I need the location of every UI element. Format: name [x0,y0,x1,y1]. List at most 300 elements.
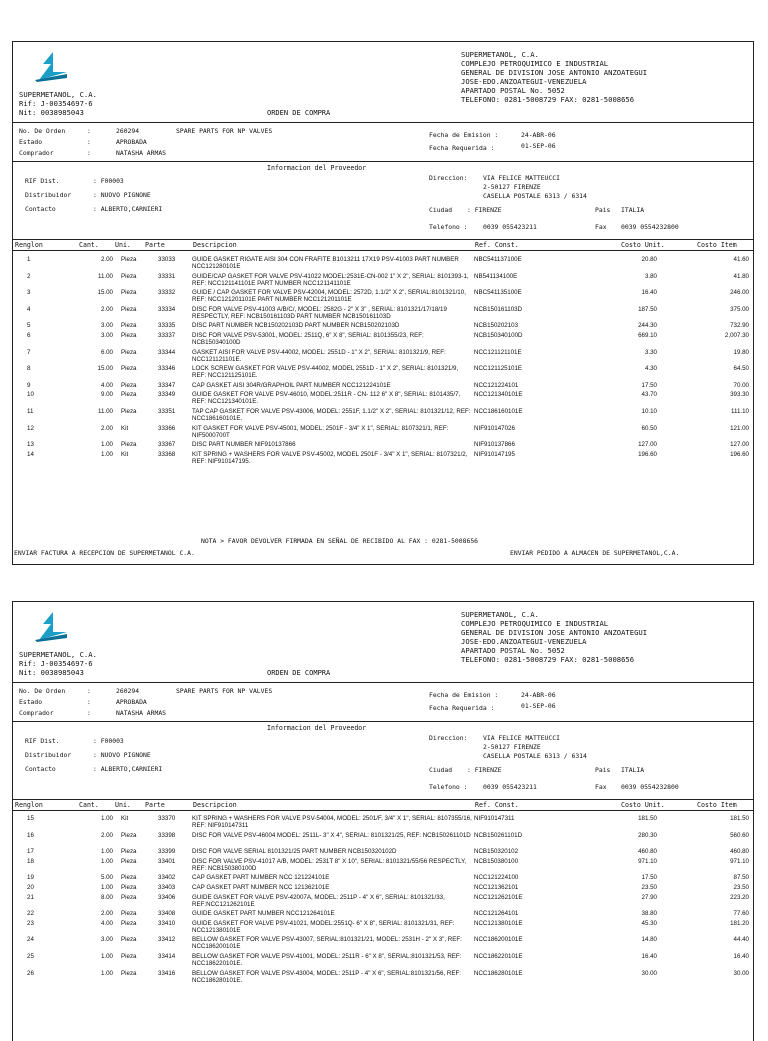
cell-parte: 33412 [158,936,176,944]
provider-info [13,721,753,799]
cell-ref: NCC121380101E [474,919,523,927]
cell-cant: 2.00 [100,910,113,918]
cell-costo-item: 44.40 [733,936,749,944]
provider-address-line: 2-50127 FIRENZE [483,743,541,751]
order-number: 260294 [116,127,140,135]
cell-uni: Pieza [121,857,137,865]
contact-label: Contacto [25,205,56,213]
cell-renglon: 15 [27,815,34,822]
col-uni: Uni. [115,801,131,809]
address-line: GENERAL DE DIVISION JOSE ANTONIO ANZOATEGUI [461,628,648,637]
company-rif: Rif: J-00354697-6 [19,659,93,668]
cell-renglon: 25 [27,953,34,960]
fax-value: 0039 0554232800 [621,223,679,231]
buyer-value: NATASHA ARMAS [116,149,167,157]
cell-ref: NCC121264101 [474,910,519,918]
cell-uni: Pieza [121,272,137,280]
cell-parte: 33368 [158,450,176,458]
cell-descripcion: DISC FOR VALVE SERIAL 8101321/25 PART NUMBER NCB150320102D [192,848,397,856]
cell-cant: 11.00 [97,408,113,415]
provider-address-line: VIA FELICE MATTEUCCI [483,734,560,742]
cell-costo-unit: 669.10 [638,332,657,339]
cell-uni: Kit [121,815,129,822]
cell-cant: 2.00 [100,831,113,839]
cell-costo-unit: 43.70 [641,391,657,399]
cell-parte: 33410 [158,919,176,927]
address-line: COMPLEJO PETROQUIMICO E INDUSTRIAL [461,59,609,68]
cell-renglon: 23 [27,919,34,927]
cell-renglon: 13 [27,441,34,449]
cell-uni: Pieza [121,969,137,977]
cell-parte: 33337 [158,332,176,339]
items-list [13,811,753,1031]
cell-costo-item: 375.00 [730,305,749,313]
cell-costo-item: 30.00 [733,969,749,977]
cell-cant: 3.00 [100,322,113,330]
city-value: : FIRENZE [467,206,502,214]
cell-uni: Pieza [121,831,137,839]
cell-cant: 2.00 [100,424,113,432]
cell-costo-item: 70.00 [733,381,749,389]
address-line: TELEFONO: 0281-5008729 FAX: 0281-5008656 [461,655,635,664]
status-value: APROBADA [116,698,147,706]
cell-costo-item: 77.60 [733,910,749,918]
provider-section-title: Informacion del Proveedor [267,724,367,732]
address-line: JOSE-EDO.ANZOATEGUI-VENEZUELA [461,637,587,646]
col-cant: Cant. [79,801,99,809]
cell-cant: 8.00 [100,893,113,901]
cell-ref: NB541134100E [474,272,518,280]
order-info [13,122,753,161]
cell-descripcion: KIT SPRING + WASHERS FOR VALVE PSV-54004, MODEL: 2501/F, 3/4" X 1", SERIAL: 8107355/16, REF: NIF910147311 [192,815,472,829]
cell-ref: NCC121224101 [474,381,519,389]
colon: : [87,138,91,146]
cell-costo-unit: 14.80 [641,936,657,944]
cell-cant: 15.00 [97,365,113,373]
cell-cant: 5.00 [100,874,113,882]
order-page-1 [12,41,754,565]
cell-parte: 33335 [158,322,176,330]
cell-costo-item: 223.20 [730,893,749,901]
cell-uni: Kit [121,450,129,458]
company-logo-icon [33,610,69,642]
cell-costo-unit: 187.50 [638,305,657,313]
cell-descripcion: GUIDE GASKET FOR VALVE PSV-42007A, MODEL: 2511P - 4" X 6", SERIAL: 8101321/33, REF:NCC121262101E [192,893,445,908]
issue-date-label: Fecha de Emision : [429,691,499,699]
cell-costo-item: 64.50 [733,365,749,373]
cell-costo-item: 196.60 [730,450,749,458]
contact-value: : ALBERTO,CARNIERI [93,205,163,213]
status-label: Estado [19,138,43,146]
cell-costo-item: 181.20 [730,919,749,927]
col-ref: Ref. Const. [475,801,519,809]
cell-ref: NCC186200101E [474,936,523,944]
cell-descripcion: CAP GASKET AISI 304R/GRAPHOIL PART NUMBER NCC121224101E [192,381,391,389]
buyer-value: NATASHA ARMAS [116,709,167,717]
cell-parte: 33344 [158,348,176,356]
cell-costo-unit: 20.80 [641,256,657,263]
cell-cant: 6.00 [100,348,113,356]
cell-descripcion: CAP GASKET PART NUMBER NCC 121224101E [192,874,330,882]
footer-invoice-note: ENVIAR FACTURA A RECEPCION DE SUPERMETANOL C.A. [14,549,195,557]
cell-ref: NCB150161103D [474,305,523,313]
colon: : [87,127,91,135]
col-costo-item: Costo Item [697,801,737,809]
cell-descripcion: GUIDE / CAP GASKET FOR VALVE PSV-42004, MODEL: 2572D, 1.1/2" X 2", SERIAL:8101321/10, REF: NCC121201101E PART NUMBER NCC121201101E [192,289,466,304]
cell-ref: NCB150261101D [474,831,523,839]
cell-costo-unit: 280.30 [638,831,657,839]
cell-uni: Pieza [121,408,137,415]
address-label: Direccion: [429,734,468,742]
cell-ref: NCC121362101 [474,884,519,891]
cell-cant: 4.00 [100,381,113,389]
cell-ref: NBC541135100E [474,289,522,297]
issue-date-label: Fecha de Emision : [429,131,499,139]
cell-costo-unit: 10.10 [641,408,657,415]
col-costo-unit: Costo Unit. [621,801,665,809]
cell-parte: 33401 [158,857,176,865]
company-name: SUPERMETANOL, C.A. [19,90,97,99]
cell-ref: NIF910137866 [474,441,515,449]
address-line: APARTADO POSTAL No. 5052 [461,86,565,95]
col-renglon: Renglon [15,801,43,809]
address-line: SUPERMETANOL, C.A. [461,50,539,59]
cell-costo-item: 111.10 [730,408,749,415]
col-ref: Ref. Const. [475,241,519,249]
cell-costo-unit: 17.50 [641,381,657,389]
cell-parte: 33399 [158,848,176,856]
cell-uni: Pieza [121,256,137,263]
status-value: APROBADA [116,138,147,146]
cell-uni: Pieza [121,884,137,891]
buyer-label: Comprador [19,149,54,157]
cell-renglon: 4 [27,305,31,313]
cell-costo-unit: 16.40 [641,289,657,297]
rif-dist-value: : F00003 [93,737,124,745]
cell-renglon: 16 [27,831,34,839]
cell-parte: 33414 [158,953,176,960]
cell-costo-unit: 17.50 [641,874,657,882]
cell-renglon: 20 [27,884,34,891]
cell-renglon: 3 [27,289,31,297]
col-descripcion: Descripcion [193,801,237,809]
cell-cant: 15.00 [97,289,113,297]
cell-costo-item: 246.00 [730,289,749,297]
cell-parte: 33347 [158,381,176,389]
footer-note: NOTA > FAVOR DEVOLVER FIRMADA EN SEÑAL DE RECIBIDO AL FAX : 0281-5008656 [201,537,479,545]
provider-info [13,161,753,239]
cell-costo-item: 41.80 [733,272,749,280]
cell-uni: Kit [121,424,129,432]
cell-ref: NBC541137100E [474,256,522,263]
cell-costo-item: 121.00 [730,424,749,432]
cell-cant: 2.00 [100,305,113,313]
cell-renglon: 7 [27,348,31,356]
rif-dist-value: : F00003 [93,177,124,185]
cell-renglon: 14 [27,450,34,458]
cell-parte: 33351 [158,408,176,415]
cell-parte: 33334 [158,305,176,313]
cell-renglon: 12 [27,424,34,432]
cell-parte: 33370 [158,815,176,822]
company-address-block [461,610,647,664]
distributor-label: Distribuidor [25,751,72,759]
cell-uni: Pieza [121,289,137,297]
cell-descripcion: BELLOW GASKET FOR VALVE PSV-43007, SERIAL:8101321/21, MODEL: 2531H - 2" X 3", REF: NCC186200101E [192,936,462,951]
fax-value: 0039 0554232800 [621,783,679,791]
items-header [13,239,753,251]
address-line: SUPERMETANOL, C.A. [461,610,539,619]
cell-renglon: 26 [27,969,34,977]
document-title: ORDEN DE COMPRA [267,109,331,117]
city-label: Ciudad [429,206,453,214]
cell-parte: 33366 [158,424,176,432]
issue-date: 24-ABR-06 [521,131,556,139]
company-name: SUPERMETANOL, C.A. [19,650,97,659]
cell-descripcion: KIT GASKET FOR VALVE PSV-45001, MODEL: 2501F - 3/4" X 1", SERIAL: 8107321/1, REF: NIF5000700T [192,424,449,439]
required-date: 01-SEP-06 [521,702,556,710]
cell-renglon: 24 [27,936,34,944]
order-number-label: No. De Orden [19,687,66,695]
cell-uni: Pieza [121,848,137,856]
cell-costo-unit: 181.50 [638,815,657,822]
cell-renglon: 6 [27,332,31,339]
cell-parte: 33346 [158,365,176,373]
cell-descripcion: DISC PART NUMBER NCB150202103D PART NUMBER NCB150202103D [192,322,400,330]
phone-label: Telefono : [429,783,468,791]
cell-costo-unit: 3.80 [644,272,657,280]
cell-cant: 2.00 [100,256,113,263]
city-value: : FIRENZE [467,766,502,774]
cell-parte: 33403 [158,884,176,891]
cell-descripcion: CAP GASKET PART NUMBER NCC 121362101E [192,884,330,891]
cell-ref: NIF910147026 [474,424,515,432]
address-line: COMPLEJO PETROQUIMICO E INDUSTRIAL [461,619,609,628]
country-label: Pais [595,206,611,214]
provider-address-line: VIA FELICE MATTEUCCI [483,174,560,182]
required-date: 01-SEP-06 [521,142,556,150]
cell-costo-unit: 60.50 [641,424,657,432]
cell-costo-unit: 127.00 [638,441,657,449]
cell-renglon: 18 [27,857,34,865]
colon: : [87,149,91,157]
cell-descripcion: DISC FOR VALVE PSV-46004 MODEL: 2511L- 3" X 4", SERIAL: 8101321/25, REF: NCB150261101D [192,831,471,839]
fax-label: Fax [595,223,607,231]
cell-renglon: 1 [27,256,31,263]
rif-dist-label: RIF Dist. [25,177,60,185]
cell-costo-unit: 244.30 [638,322,657,330]
cell-parte: 33408 [158,910,176,918]
cell-cant: 1.00 [100,441,113,449]
order-number-label: No. De Orden [19,127,66,135]
fax-label: Fax [595,783,607,791]
cell-costo-item: 560.60 [730,831,749,839]
cell-renglon: 22 [27,910,34,918]
cell-costo-item: 19.80 [733,348,749,356]
cell-descripcion: GUIDE/CAP GASKET FOR VALVE PSV-41022 MODEL:2531E-CN-002 1" X 2", SERIAL: 8101393-1, REF: NCC121141101E PART NUMBER NCC121141101E [192,272,469,287]
cell-uni: Pieza [121,332,137,339]
cell-uni: Pieza [121,893,137,901]
col-uni: Uni. [115,241,131,249]
cell-uni: Pieza [121,348,137,356]
cell-descripcion: DISC FOR VALVE PSV-41003 A/B/C/, MODEL: 2582G - 2" X 3" , SERIAL: 8101321/17/18/19 RESPECTLY, REF: NCB150161103D PART NUMBER NCB150161103D [192,305,447,320]
cell-ref: NIF910147195 [474,450,515,458]
cell-ref: NCB150340100D [474,332,523,339]
cell-costo-item: 971.10 [730,857,749,865]
cell-uni: Pieza [121,441,137,449]
cell-costo-unit: 38.80 [641,910,657,918]
provider-address-line: 2-50127 FIRENZE [483,183,541,191]
cell-ref: NCB150320102 [474,848,519,856]
country-value: ITALIA [621,766,645,774]
address-label: Direccion: [429,174,468,182]
cell-cant: 9.00 [100,391,113,399]
distributor-value: : NUOVO PIGNONE [93,191,151,199]
cell-uni: Pieza [121,910,137,918]
rif-dist-label: RIF Dist. [25,737,60,745]
phone-label: Telefono : [429,223,468,231]
contact-value: : ALBERTO,CARNIERI [93,765,163,773]
order-description: SPARE PARTS FOR NP VALVES [176,127,273,135]
cell-parte: 33406 [158,893,176,901]
address-line: JOSE-EDO.ANZOATEGUI-VENEZUELA [461,77,587,86]
cell-cant: 3.00 [100,332,113,339]
cell-cant: 1.00 [100,848,113,856]
cell-costo-item: 2,007.30 [724,332,749,339]
cell-costo-unit: 16.40 [641,953,657,960]
colon: : [87,709,91,717]
country-label: Pais [595,766,611,774]
cell-parte: 33033 [158,256,176,263]
address-line: TELEFONO: 0281-5008729 FAX: 0281-5008656 [461,95,635,104]
cell-cant: 11.00 [97,272,113,280]
cell-costo-item: 16.40 [733,953,749,960]
cell-renglon: 11 [27,408,34,415]
address-line: APARTADO POSTAL No. 5052 [461,646,565,655]
status-label: Estado [19,698,43,706]
cell-cant: 1.00 [100,450,113,458]
cell-ref: NCC186220101E [474,953,523,960]
cell-ref: NCC121121101E [474,348,522,356]
colon: : [87,687,91,695]
cell-costo-item: 181.50 [730,815,749,822]
provider-address-line: CASELLA POSTALE 6313 / 6314 [483,192,587,200]
items-list [13,251,753,513]
cell-renglon: 8 [27,365,31,373]
cell-costo-unit: 27.90 [641,893,657,901]
cell-renglon: 2 [27,272,31,280]
col-cant: Cant. [79,241,99,249]
cell-cant: 1.00 [100,815,113,822]
cell-renglon: 5 [27,322,31,330]
cell-ref: NCC186280101E [474,969,523,977]
cell-cant: 1.00 [100,857,113,865]
cell-ref: NIF910147311 [474,815,515,822]
cell-descripcion: DISC FOR VALVE PSV-53001, MODEL: 2511Q, 6" X 8", SERIAL: 8101355/23, REF: NCB150340100D [192,332,424,346]
cell-parte: 33349 [158,391,176,399]
cell-ref: NCC121125101E [474,365,523,373]
distributor-value: : NUOVO PIGNONE [93,751,151,759]
distributor-label: Distribuidor [25,191,72,199]
document-title: ORDEN DE COMPRA [267,669,331,677]
cell-ref: NCC186160101E [474,408,523,415]
col-parte: Parte [145,241,165,249]
cell-ref: NCC121340101E [474,391,523,399]
cell-costo-unit: 971.10 [638,857,657,865]
col-costo-item: Costo Item [697,241,737,249]
cell-renglon: 19 [27,874,34,882]
cell-ref: NCC121224100 [474,874,519,882]
cell-descripcion: GUIDE GASKET RIGATE AISI 304 CON FRAFITE B1013211 17X19 PSV-41003 PART NUMBER NCC121280101E [192,256,459,270]
cell-descripcion: BELLOW GASKET FOR VALVE PSV-41001, MODEL: 2511R - 6" X 8", SERIAL:8101321/53, REF: NCC186220101E. [192,953,462,967]
cell-parte: 33331 [158,272,176,280]
cell-descripcion: DISC FOR VALVE PSV-41017 A/B, MODEL: 2531T 8" X 10", SERIAL: 8101321/55/56 RESPECTLY, REF: NCB150380100D [192,857,467,872]
company-id-block [19,90,97,117]
cell-uni: Pieza [121,322,137,330]
cell-costo-item: 732.90 [730,322,749,330]
cell-parte: 33416 [158,969,176,977]
cell-costo-unit: 3.30 [644,348,657,356]
order-info [13,682,753,721]
provider-address-line: CASELLA POSTALE 6313 / 6314 [483,752,587,760]
cell-ref: NCC121262101E [474,893,523,901]
cell-descripcion: TAP CAP GASKET FOR VALVE PSV-43006, MODEL: 2551F, 1.1/2" X 2", SERIAL: 8101321/12, REF: NCC186160101E. [192,408,471,422]
address-line: GENERAL DE DIVISION JOSE ANTONIO ANZOATEGUI [461,68,648,77]
cell-ref: NCB150380100 [474,857,519,865]
cell-parte: 33402 [158,874,176,882]
company-id-block [19,650,97,677]
company-nit: Nit: 0038985043 [19,108,84,117]
cell-uni: Pieza [121,953,137,960]
cell-renglon: 10 [27,391,34,399]
order-number: 260294 [116,687,140,695]
col-parte: Parte [145,801,165,809]
cell-cant: 3.00 [100,936,113,944]
company-nit: Nit: 0038985043 [19,668,84,677]
order-description: SPARE PARTS FOR NP VALVES [176,687,273,695]
page-header [13,602,753,682]
cell-parte: 33398 [158,831,176,839]
company-rif: Rif: J-00354697-6 [19,99,93,108]
phone-value: 0039 055423211 [483,223,537,231]
required-date-label: Fecha Requerida : [429,144,495,152]
cell-cant: 1.00 [100,953,113,960]
country-value: ITALIA [621,206,645,214]
page-header [13,42,753,122]
cell-parte: 33367 [158,441,176,449]
cell-descripcion: LOCK SCREW GASKET FOR VALVE PSV-44002, MODEL 2551D - 1" X 2", SERIAL: 8101321/9, REF: NCC121125101E. [192,365,459,380]
cell-cant: 4.00 [100,919,113,927]
cell-costo-unit: 30.00 [641,969,657,977]
cell-descripcion: KIT SPRING + WASHERS FOR VALVE PSV-45002, MODEL 2501F - 3/4" X 1", SERIAL: 8107321/2, REF: NIF910147195. [192,450,468,465]
cell-costo-item: 87.50 [733,874,749,882]
cell-costo-unit: 460.80 [638,848,657,856]
cell-uni: Pieza [121,874,137,882]
company-address-block [461,50,647,104]
items-header [13,799,753,811]
cell-uni: Pieza [121,365,137,373]
city-label: Ciudad [429,766,453,774]
cell-renglon: 21 [27,893,34,901]
cell-uni: Pieza [121,381,137,389]
cell-descripcion: BELLOW GASKET FOR VALVE PSV-43004, MODEL: 2511P - 4" X 6", SERIAL:8101321/56, REF: NCC186280101E. [192,969,461,984]
cell-parte: 33332 [158,289,176,297]
contact-label: Contacto [25,765,56,773]
footer-delivery-note: ENVIAR PEDIDO A ALMACEN DE SUPERMETANOL,C.A. [510,549,680,557]
cell-descripcion: GUIDE GASKET FOR VALVE PSV-46010, MODEL:2511R - CN- 112 6" X 8", SERIAL: 8101435/7, REF: NCC121340101E. [192,391,461,406]
cell-uni: Pieza [121,391,137,399]
buyer-label: Comprador [19,709,54,717]
